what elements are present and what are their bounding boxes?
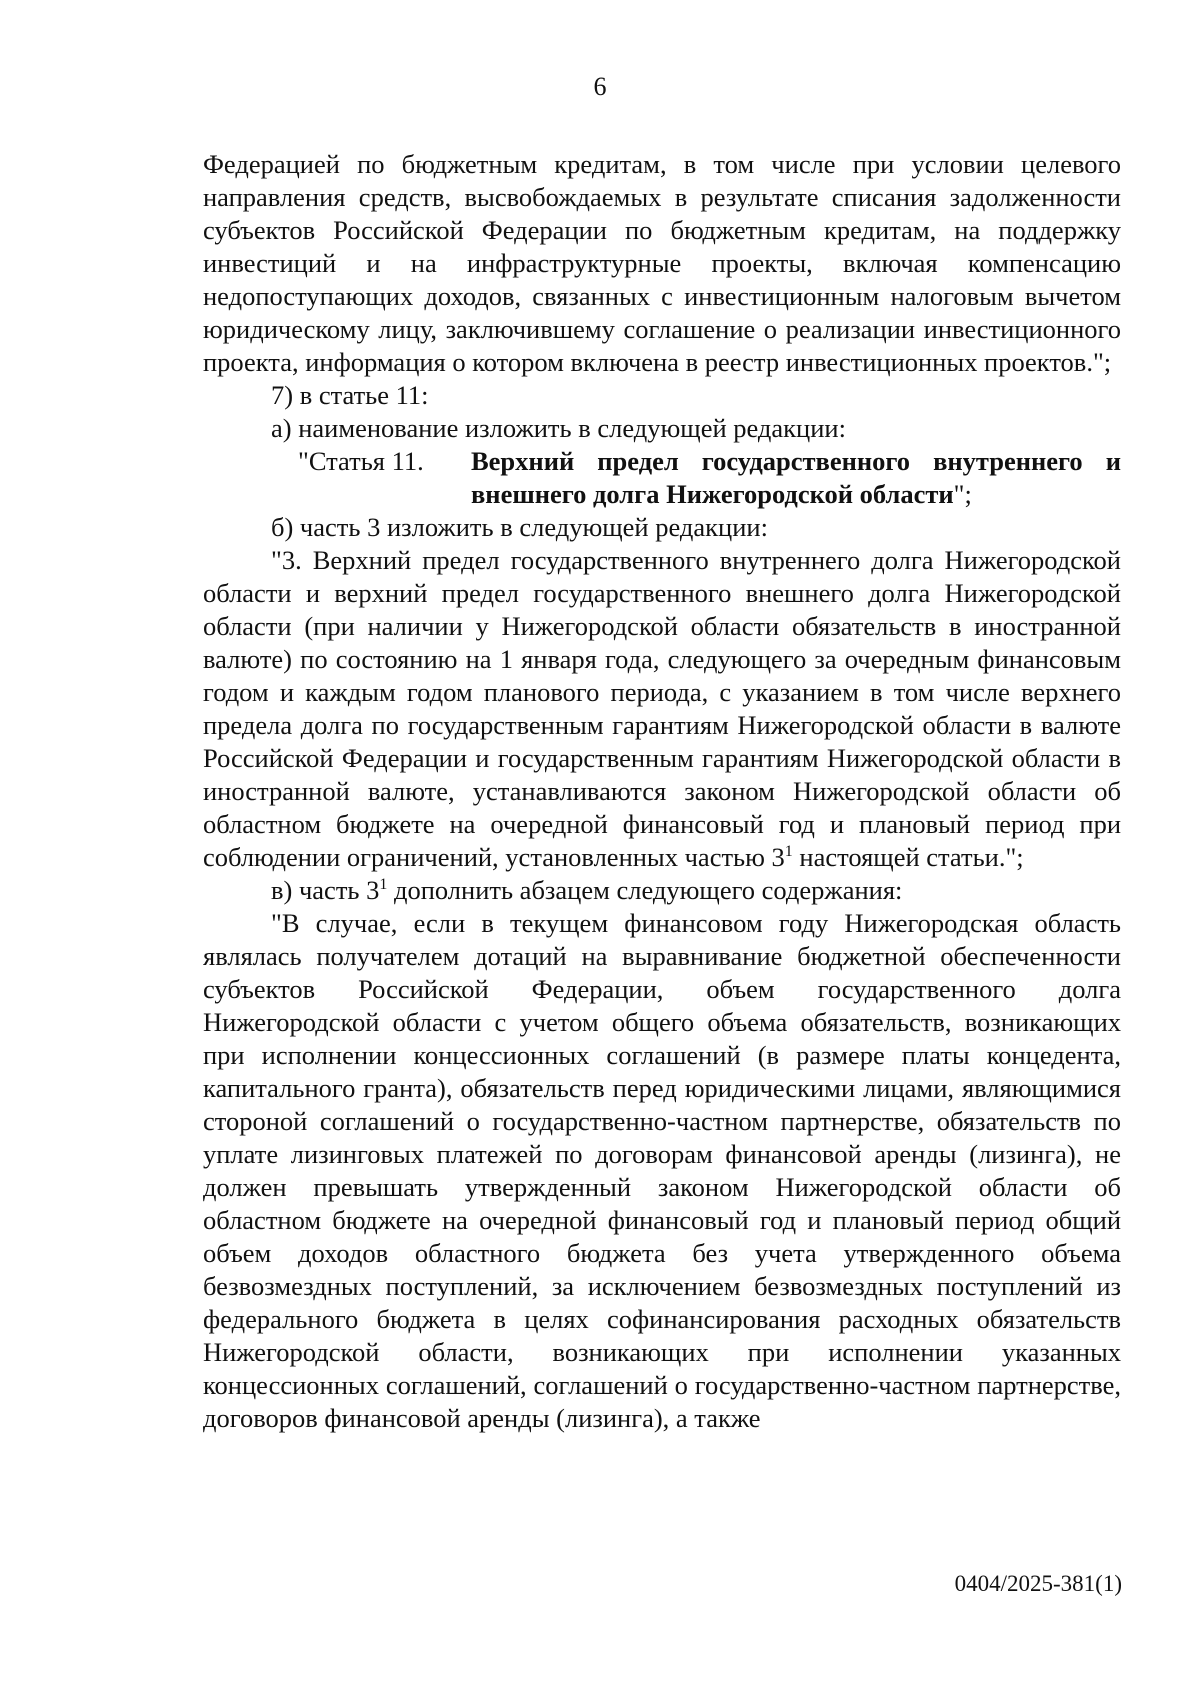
- subitem-v: [203, 874, 1121, 907]
- part-3-text: [203, 544, 1121, 874]
- superscript: 1: [379, 876, 388, 893]
- part-3-end: настоящей статьи.";: [792, 842, 1024, 872]
- page-number: 6: [593, 72, 607, 101]
- subitem-b: б) часть 3 изложить в следующей редакции:: [271, 512, 768, 542]
- document-body: [203, 148, 1121, 1435]
- part-3-main: "3. Верхний предел государственного внутреннего долга Нижегородской области и верхний предел государственного внешнего долга Нижегородской области (при наличии у Нижегородской области обязательств в иностранной валюте) по состоянию на 1 января года, следующего за очередным финансовым годом и каждым годом планового периода, с указанием в том числе верхнего предела долга по государственным гарантиям Нижегородской области в валюте Российской Федерации и государственным гарантиям Нижегородской области в иностранной валюте, устанавливаются законом Нижегородской области об областном бюджете на очередной финансовый год и плановый период при соблюдении ограничений, установленных частью 3: [203, 545, 1121, 872]
- article-number: "Статья 11.: [298, 446, 424, 476]
- article-title-text: Верхний предел государственного внутреннего и внешнего долга Нижегородской области: [471, 446, 1121, 509]
- new-paragraph-text: "В случае, если в текущем финансовом году Нижегородская область являлась получателем дотаций на выравнивание бюджетной обеспеченности субъектов Российской Федерации, объем государственного долга Нижегородской области с учетом общего объема обязательств, возникающих при исполнении концессионных соглашений (в размере платы концедента, капитального гранта), обязательств перед юридическими лицами, являющимися стороной соглашений о государственно-частном партнерстве, обязательств по уплате лизинговых платежей по договорам финансовой аренды (лизинга), не должен превышать утвержденный законом Нижегородской области об областном бюджете на очередной финансовый год и плановый период общий объем доходов областного бюджета без учета утвержденного объема безвозмездных поступлений, за исключением безвозмездных поступлений из федерального бюджета в целях софинансирования расходных обязательств Нижегородской области, возникающих при исполнении указанных концессионных соглашений, соглашений о государственно-частном партнерстве, договоров финансовой аренды (лизинга), а также: [203, 908, 1121, 1433]
- superscript: 1: [784, 843, 793, 860]
- item-7: 7) в статье 11:: [271, 380, 429, 410]
- article-title: [471, 445, 1121, 511]
- article-heading: [203, 445, 1121, 511]
- subitem-a: а) наименование изложить в следующей редакции:: [271, 413, 846, 443]
- subitem-v-start: в) часть 3: [271, 875, 380, 905]
- subitem-v-end: дополнить абзацем следующего содержания:: [387, 875, 903, 905]
- article-title-tail: ";: [953, 479, 972, 509]
- document-code: 0404/2025-381(1): [954, 1571, 1122, 1596]
- paragraph-continuation: Федерацией по бюджетным кредитам, в том числе при условии целевого направления средств, высвобождаемых в результате списания задолженности субъектов Российской Федерации по бюджетным кредитам, на поддержку инвестиций и на инфраструктурные проекты, включая компенсацию недопоступающих доходов, связанных с инвестиционным налоговым вычетом юридическому лицу, заключившему соглашение о реализации инвестиционного проекта, информация о котором включена в реестр инвестиционных проектов.";: [203, 149, 1121, 377]
